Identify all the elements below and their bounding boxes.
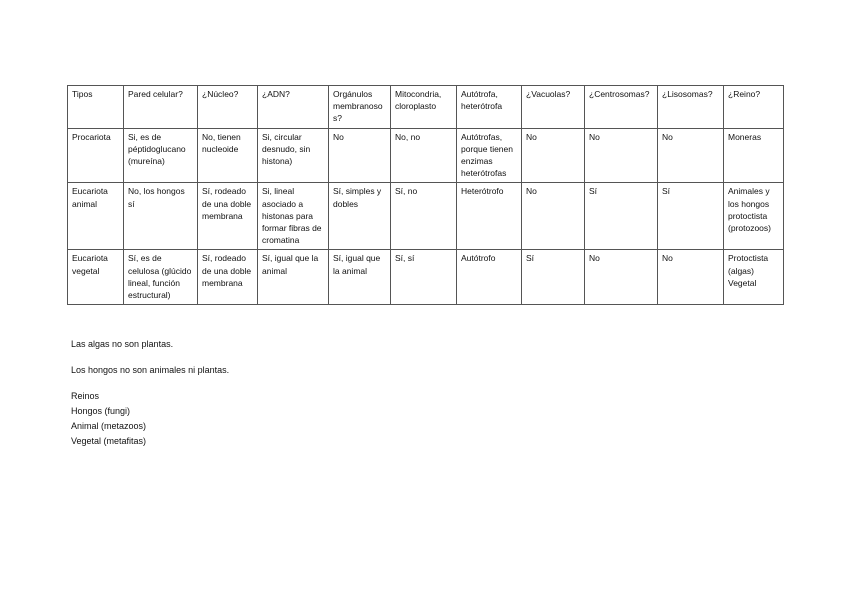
table-cell: No, no [391,128,457,183]
table-cell: Protoctista (algas) Vegetal [724,250,784,305]
table-cell: No [522,128,585,183]
header-cell: ¿Reino? [724,86,784,129]
header-cell: Autótrofa, heterótrofa [457,86,522,129]
table-row [68,183,784,250]
header-cell: Tipos [68,86,124,129]
note-algae: Las algas no son plantas. [71,339,174,349]
table-cell: Heterótrofo [457,183,522,250]
header-cell: ¿Lisosomas? [658,86,724,129]
header-cell: ¿Núcleo? [198,86,258,129]
table-cell: Sí, igual que la animal [258,250,329,305]
notes-section [71,337,229,449]
table-cell: Eucariota animal [68,183,124,250]
table-cell: Si, circular desnudo, sin histona) [258,128,329,183]
kingdom-item: Vegetal (metafitas) [71,436,147,446]
header-cell: ¿Centrosomas? [585,86,658,129]
table-cell: No [658,128,724,183]
kingdom-item: Animal (metazoos) [71,421,147,431]
table-cell: Sí, sí [391,250,457,305]
header-cell: Mitocondria, cloroplasto [391,86,457,129]
header-cell: Pared celular? [124,86,198,129]
table-cell: Sí, igual que la animal [329,250,391,305]
table-cell: Procariota [68,128,124,183]
table-cell: Sí, rodeado de una doble membrana [198,183,258,250]
table-cell: No, tienen nucleoide [198,128,258,183]
table-cell: No [658,250,724,305]
table-cell: Sí, es de celulosa (glúcido lineal, función estructural) [124,250,198,305]
table-cell: No [585,128,658,183]
table-row [68,250,784,305]
table-cell: No [585,250,658,305]
table-row [68,128,784,183]
kingdom-item: Hongos (fungi) [71,406,131,416]
table-cell: No [522,183,585,250]
note-fungi: Los hongos no son animales ni plantas. [71,365,230,375]
table-cell: Autótrofo [457,250,522,305]
table-cell: Autótrofas, porque tienen enzimas heterótrofas [457,128,522,183]
table-cell: Si, lineal asociado a histonas para formar fibras de cromatina [258,183,329,250]
table-cell: Si, es de péptidoglucano (mureína) [124,128,198,183]
table-cell: Sí [522,250,585,305]
table-cell: Sí, simples y dobles [329,183,391,250]
table-cell: Sí [658,183,724,250]
table-header-row [68,86,784,129]
header-cell: Orgánulos membranosos? [329,86,391,129]
comparison-table [67,85,784,305]
table-cell: No [329,128,391,183]
table-cell: Sí [585,183,658,250]
header-cell: ¿ADN? [258,86,329,129]
table-cell: Moneras [724,128,784,183]
table-cell: Eucariota vegetal [68,250,124,305]
header-cell: ¿Vacuolas? [522,86,585,129]
table-cell: Sí, no [391,183,457,250]
table-cell: Animales y los hongos protoctista (protozoos) [724,183,784,250]
kingdoms-heading: Reinos [71,391,100,401]
table-cell: No, los hongos sí [124,183,198,250]
table-cell: Sí, rodeado de una doble membrana [198,250,258,305]
